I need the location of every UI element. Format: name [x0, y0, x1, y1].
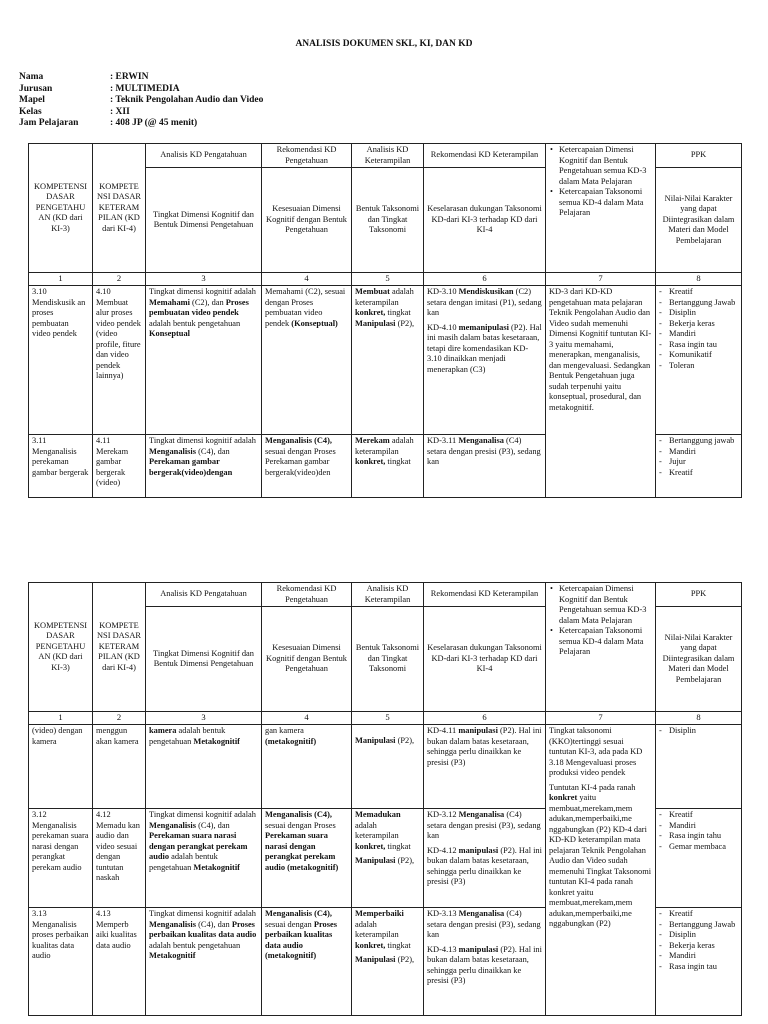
text-run: adalah keterampilan [355, 436, 414, 456]
text-bold: Metakognitif [193, 862, 240, 872]
column-number: 8 [656, 712, 742, 725]
cell-kd4: menggun akan kamera [93, 725, 146, 809]
text-bold: Menganalisa [458, 810, 505, 819]
text-bold: konkret, [355, 457, 386, 466]
column-number: 2 [93, 712, 146, 725]
table-row [29, 725, 742, 809]
text-run: (P2), [395, 856, 415, 865]
cell-rekom-pengetahuan [262, 286, 352, 435]
column-number: 6 [424, 273, 546, 286]
header-kd-keterampilan: KOMPETE NSI DASAR KETERAM PILAN (KD dari KI-4) [93, 583, 146, 712]
text-run: (P2). Hal ini bukan dalam batas kesetaraan, sehingga perlu dinaikkan ke presisi (P3) [427, 944, 542, 985]
text-bold: Metakognitif [149, 951, 196, 960]
meta-key: Mapel [19, 95, 45, 105]
text-bold: Menganalisa [458, 909, 505, 918]
text-bold: konkret [549, 793, 578, 802]
text-run: KD-4.10 [427, 322, 459, 332]
list-item: - Rasa ingin tahu [659, 831, 738, 842]
header-ppk-sub: Nilai-Nilai Karakter yang dapat Diintegrasikan dalam Materi dan Model Pembelajaran [656, 607, 742, 712]
text-run: KD-3.11 [427, 436, 459, 445]
header-rekom-pengetahuan: Rekomendasi KD Pengetahuan [262, 583, 352, 607]
rekom-mapel-item: • Ketercapaian Taksonomi semua KD-4 dalam Mata Pelajaran [559, 187, 652, 219]
ppk-list [659, 726, 738, 737]
cell-kd4: 4.11 Merekam gambar bergerak (video) [93, 435, 146, 498]
text-run: adalah bentuk pengetahuan [149, 940, 241, 950]
cell-rekom-pengetahuan [262, 908, 352, 1016]
text-run: Memahami (C2), sesuai dengan Proses pembuatan video pendek [265, 287, 346, 328]
cell-analisis-pengetahuan [146, 908, 262, 1016]
text-run: sesuai dengan Proses [265, 820, 336, 830]
text-bold: Menganalisis [149, 820, 196, 830]
cell-kd4: 4.13 Memperb aiki kualitas data audio [93, 908, 146, 1016]
text-bold: (Konseptual) [291, 318, 338, 328]
cell-rekom-pengetahuan [262, 725, 352, 809]
text-run: KD-4.11 [427, 726, 459, 735]
text-bold: kamera [149, 726, 177, 735]
list-item: - Bekerja keras [659, 941, 738, 952]
cell-ppk [656, 725, 742, 809]
column-number: 1 [29, 712, 93, 725]
list-item: - Rasa ingin tau [659, 340, 738, 351]
rekom-mapel-item: • Ketercapaian Dimensi Kognitif dan Bentuk Pengetahuan semua KD-3 dalam Mata Pelajaran [559, 584, 652, 626]
column-number: 7 [546, 712, 656, 725]
rekom-mapel-item: • Ketercapaian Dimensi Kognitif dan Bentuk Pengetahuan semua KD-3 dalam Mata Pelajaran [559, 145, 652, 187]
text-bold: Metakognitif [193, 736, 240, 746]
meta-value: : MULTIMEDIA [110, 83, 180, 94]
list-item: - Jujur [659, 457, 738, 468]
text-run: KD-3.10 [427, 287, 459, 296]
meta-row-kelas [19, 107, 263, 119]
text-run: (C2), dan [189, 297, 226, 307]
meta-value: : ERWIN [110, 72, 149, 82]
identity-block [19, 72, 263, 130]
text-bold: Menganalisis (C4), [265, 909, 332, 918]
list-item: - Bertanggung Jawab [659, 298, 738, 309]
text-run: sesuai dengan [265, 919, 314, 929]
text-run: tingkat [385, 940, 411, 950]
text-bold: Perekaman gambar bergerak(video)dengan [149, 457, 233, 477]
header-row-top [29, 583, 742, 607]
header-rekom-pengetahuan: Rekomendasi KD Pengetahuan [262, 144, 352, 168]
text-run: (C4), dan [196, 446, 230, 456]
header-row-top [29, 144, 742, 168]
text-bold: Memadukan [355, 810, 401, 819]
column-number: 6 [424, 712, 546, 725]
list-item: - Komunikatif [659, 350, 738, 361]
header-rekom-keterampilan-sub: Keselarasan dukungan Taksonomi KD-dari KI-3 terhadap KD dari KI-4 [424, 168, 546, 273]
meta-key: Jam Pelajaran [19, 118, 79, 128]
text-bold: Perekaman suara narasi dengan perangkat perekam audio [149, 831, 248, 861]
paragraph [549, 783, 652, 930]
column-number: 4 [262, 273, 352, 286]
text-bold: Konseptual [149, 329, 190, 338]
cell-analisis-pengetahuan [146, 809, 262, 908]
text-bold: Perekaman suara narasi dengan perangkat perekam audio (metakognitif) [265, 831, 339, 872]
text-bold: konkret, [355, 841, 386, 851]
cell-rekom-pengetahuan [262, 435, 352, 498]
text-run: KD-3.12 [427, 810, 459, 819]
text-run: (C4) setara dengan presisi (P3), sedang kan [427, 909, 541, 939]
list-item: - Mandiri [659, 329, 738, 340]
ppk-list [659, 287, 738, 371]
paragraph [427, 909, 542, 941]
text-run: (C2) setara dengan imitasi (P1), sedang kan [427, 287, 542, 317]
text-run: tingkat [385, 841, 411, 851]
analysis-table-page-2 [28, 582, 742, 1016]
column-number-row [29, 273, 742, 286]
header-rekom-mapel [546, 583, 656, 712]
text-run: Tingkat dimensi kognitif adalah [149, 909, 256, 918]
paragraph [427, 945, 542, 987]
header-analisis-keterampilan-sub: Bentuk Taksonomi dan Tingkat Taksonomi [352, 168, 424, 273]
rekom-mapel-item: • Ketercapaian Taksonomi semua KD-4 dalam Mata Pelajaran [559, 626, 652, 658]
header-rekom-mapel [546, 144, 656, 273]
column-number: 8 [656, 273, 742, 286]
column-number-row [29, 712, 742, 725]
cell-rekom-pengetahuan [262, 809, 352, 908]
header-kd-pengetahuan: KOMPETENSI DASAR PENGETAHU AN (KD dari KI-3) [29, 144, 93, 273]
meta-key: Kelas [19, 106, 42, 117]
header-rekom-keterampilan-sub: Keselarasan dukungan Taksonomi KD-dari KI-3 terhadap KD dari KI-4 [424, 607, 546, 712]
meta-row-nama [19, 72, 263, 84]
list-item: - Mandiri [659, 821, 738, 832]
list-item: - Bertanggung jawab [659, 436, 738, 447]
header-analisis-pengetahuan: Analisis KD Pengatahuan [146, 144, 262, 168]
text-bold: Membuat [355, 287, 390, 296]
text-run: tingkat [385, 457, 411, 466]
header-analisis-pengetahuan: Analisis KD Pengatahuan [146, 583, 262, 607]
header-ppk-sub: Nilai-Nilai Karakter yang dapat Diintegrasikan dalam Materi dan Model Pembelajaran [656, 168, 742, 273]
text-run: sesuai dengan Proses Perekaman gambar bergerak(video)den [265, 446, 336, 477]
text-bold: (metakognitif) [265, 736, 317, 746]
column-number: 1 [29, 273, 93, 286]
text-run: KD-3.13 [427, 909, 459, 918]
text-run: adalah bentuk pengetahuan [149, 852, 218, 872]
text-run: KD-4.13 [427, 944, 459, 954]
list-item: - Disiplin [659, 726, 738, 737]
header-rekom-keterampilan: Rekomendasi KD Keterampilan [424, 144, 546, 168]
column-number: 3 [146, 273, 262, 286]
cell-ppk [656, 908, 742, 1016]
text-bold: Menganalisis (C4), [265, 810, 332, 819]
header-ppk: PPK [656, 583, 742, 607]
header-analisis-keterampilan: Analisis KD Keterampilan [352, 144, 424, 168]
text-run: adalah bentuk pengetahuan [149, 318, 241, 328]
ppk-list [659, 810, 738, 852]
text-bold: Proses perbaikan kualitas data audio [149, 919, 257, 939]
meta-value: : XII [110, 106, 130, 117]
column-number: 5 [352, 712, 424, 725]
text-run: adalah bentuk pengetahuan [149, 726, 226, 746]
text-bold: Menganalisis [149, 919, 196, 929]
cell-kd3: 3.13 Menganalisis proses perbaikan kualitas data audio [29, 908, 93, 1016]
text-run: (P2), [395, 736, 415, 745]
text-bold: Manipulasi [355, 955, 396, 964]
text-run: KD-4.12 [427, 845, 459, 855]
meta-key: Jurusan [19, 83, 53, 94]
text-run: (C4) setara dengan presisi (P3), sedang kan [427, 810, 541, 840]
cell-kd4: 4.12 Memadu kan audio dan video sesuai dengan tuntutan naskah [93, 809, 146, 908]
cell-rekom-keterampilan [424, 908, 546, 1016]
text-run: (P2). Hal ini bukan dalam batas kesetaraan, sehingga perlu dinaikkan ke presisi (P3) [427, 845, 542, 886]
text-bold: Proses pembuatan video pendek [149, 297, 249, 317]
text-bold: Menganalisa [458, 436, 504, 445]
list-item: - Kreatif [659, 287, 738, 298]
text-run: gan kamera [265, 726, 304, 735]
meta-key: Nama [19, 72, 44, 82]
column-number: 5 [352, 273, 424, 286]
ppk-list [659, 436, 738, 478]
paragraph [427, 810, 542, 842]
text-run: (C4), dan [196, 820, 230, 830]
list-item: - Rasa ingin tau [659, 962, 738, 973]
meta-row-jam [19, 118, 263, 130]
cell-analisis-keterampilan [352, 435, 424, 498]
text-run: adalah keterampilan [355, 820, 399, 840]
paragraph [427, 846, 542, 888]
text-bold: Manipulasi [355, 736, 396, 745]
meta-value: : Teknik Pengolahan Audio dan Video [110, 95, 264, 105]
list-item: - Bekerja keras [659, 319, 738, 330]
header-analisis-keterampilan-sub: Bentuk Taksonomi dan Tingkat Taksonomi [352, 607, 424, 712]
list-item: - Mandiri [659, 447, 738, 458]
cell-rekom-keterampilan [424, 725, 546, 809]
column-number: 2 [93, 273, 146, 286]
text-bold: Manipulasi [355, 856, 396, 865]
cell-analisis-keterampilan [352, 809, 424, 908]
meta-row-jurusan [19, 84, 263, 96]
cell-ppk [656, 809, 742, 908]
cell-analisis-keterampilan [352, 908, 424, 1016]
header-rekom-keterampilan: Rekomendasi KD Keterampilan [424, 583, 546, 607]
analysis-table-page-1 [28, 143, 742, 498]
ppk-list [659, 909, 738, 972]
text-bold: Proses perbaikan kualitas data audio (metakognitif) [265, 919, 337, 960]
cell-rekom-keterampilan [424, 435, 546, 498]
column-number: 4 [262, 712, 352, 725]
list-item: - Disiplin [659, 308, 738, 319]
text-run: (C4), dan [196, 919, 232, 929]
cell-kd3: 3.11 Menganalisis perekaman gambar bergerak [29, 435, 93, 498]
text-run: Tingkat dimensi kognitif adalah [149, 810, 256, 819]
text-bold: Menganalisis (C4), [265, 436, 332, 445]
cell-kd3: 3.12 Menganalisis perekaman suara narasi dengan perangkat perekam audio [29, 809, 93, 908]
text-run: (P2), [395, 955, 415, 964]
header-analisis-keterampilan: Analisis KD Keterampilan [352, 583, 424, 607]
text-run: (P2), [395, 318, 415, 328]
text-run: Tingkat dimensi kognitif adalah [149, 287, 256, 296]
rekom-mapel-list [549, 145, 652, 219]
text-bold: memanipulasi [458, 322, 509, 332]
text-bold: Manipulasi [355, 318, 396, 328]
text-bold: Memperbaiki [355, 909, 404, 918]
cell-kd3: (video) dengan kamera [29, 725, 93, 809]
header-analisis-pengetahuan-sub: Tingkat Dimensi Kognitif dan Bentuk Dimensi Pengetahuan [146, 168, 262, 273]
list-item: - Gemar membaca [659, 842, 738, 853]
text-run: yaitu membuat,merekam,mem adukan,memperbaiki,me nggabungkan (P2) KD-4 dari KD-KD keterampilan mata pelajaran Teknik Pengolahan Audio dan Video sudah memenuhi Tingkat Taksonomi tuntutan KI-4 pada ranah konkret yaitu membuat,merekam,mem adukan,memperbaiki,me nggabungkan (P2) [549, 793, 652, 928]
list-item: - Mandiri [659, 951, 738, 962]
text-bold: Menganalisis [149, 446, 196, 456]
header-rekom-pengetahuan-sub: Kesesuaian Dimensi Kognitif dengan Bentuk Pengetahuan [262, 607, 352, 712]
meta-value: : 408 JP (@ 45 menit) [110, 118, 198, 128]
text-bold: Mendiskusikan [458, 287, 514, 296]
table-row [29, 286, 742, 435]
list-item: - Kreatif [659, 909, 738, 920]
text-bold: manipulasi [458, 845, 499, 855]
header-ppk: PPK [656, 144, 742, 168]
cell-kd4: 4.10 Membuat alur proses video pendek (video profile, fiture dan video pendek lainnya) [93, 286, 146, 435]
list-item: - Disiplin [659, 930, 738, 941]
text-bold: konkret, [355, 308, 386, 317]
column-number: 7 [546, 273, 656, 286]
cell-ppk [656, 435, 742, 498]
cell-analisis-pengetahuan [146, 725, 262, 809]
text-run: (P2). Hal ini masih dalam batas kesetaraan, tetapi dire komendasikan KD-3.10 dinaikkan menjadi menerapkan (C3) [427, 322, 542, 374]
text-bold: Memahami [149, 297, 190, 307]
list-item: - Kreatif [659, 468, 738, 479]
rekom-mapel-list [549, 584, 652, 658]
cell-ppk [656, 286, 742, 435]
text-run: adalah keterampilan [355, 919, 399, 939]
header-kd-keterampilan: KOMPETE NSI DASAR KETERAM PILAN (KD dari KI-4) [93, 144, 146, 273]
text-run: adalah keterampilan [355, 287, 414, 307]
list-item: - Toleran [659, 361, 738, 372]
list-item: - Bertanggung Jawab [659, 920, 738, 931]
text-run: Tuntutan KI-4 pada ranah [549, 782, 636, 792]
paragraph: Tingkat taksonomi (KKO)tertinggi sesuai tuntutan KI-3, ada pada KD 3.18 Mengevaluasi proses produksi video pendek [549, 726, 643, 777]
header-rekom-pengetahuan-sub: Kesesuaian Dimensi Kognitif dengan Bentuk Pengetahuan [262, 168, 352, 273]
column-number: 3 [146, 712, 262, 725]
text-run: (C4) setara dengan presisi (P3), sedang kan [427, 436, 541, 466]
paragraph [427, 323, 542, 376]
document-title: ANALISIS DOKUMEN SKL, KI, DAN KD [295, 39, 473, 49]
cell-rekom-mapel: KD-3 dari KD-KD pengetahuan mata pelajaran Teknik Pengolahan Audio dan Video sudah memenuhi Dimensi Kognitif tuntutan KI-3 yaitu memahami, menerapkan, menganalisis, dan mengevaluasi. Sedangkan Bentuk Pengetahuan juga sudah terpenuhi yaitu konseptual, prosedural, dan metakognitif. [546, 286, 656, 498]
cell-analisis-keterampilan [352, 286, 424, 435]
text-run: (P2). Hal ini bukan dalam batas kesetaraan, sehingga perlu dinaikkan ke presisi (P3) [427, 726, 542, 767]
cell-rekom-keterampilan [424, 286, 546, 435]
cell-rekom-mapel [546, 725, 656, 1016]
text-bold: Merekam [355, 436, 390, 445]
text-bold: manipulasi [458, 944, 499, 954]
paragraph [427, 287, 542, 319]
list-item: - Kreatif [659, 810, 738, 821]
cell-analisis-keterampilan [352, 725, 424, 809]
cell-rekom-keterampilan [424, 809, 546, 908]
text-bold: manipulasi [458, 726, 498, 735]
cell-analisis-pengetahuan [146, 435, 262, 498]
meta-row-mapel [19, 95, 263, 107]
header-kd-pengetahuan: KOMPETENSI DASAR PENGETAHU AN (KD dari KI-3) [29, 583, 93, 712]
cell-analisis-pengetahuan [146, 286, 262, 435]
cell-kd3: 3.10 Mendiskusik an proses pembuatan video pendek [29, 286, 93, 435]
text-run: tingkat [385, 308, 411, 317]
header-analisis-pengetahuan-sub: Tingkat Dimensi Kognitif dan Bentuk Dimensi Pengetahuan [146, 607, 262, 712]
text-run: Tingkat dimensi kognitif adalah [149, 436, 256, 445]
text-bold: konkret, [355, 940, 386, 950]
